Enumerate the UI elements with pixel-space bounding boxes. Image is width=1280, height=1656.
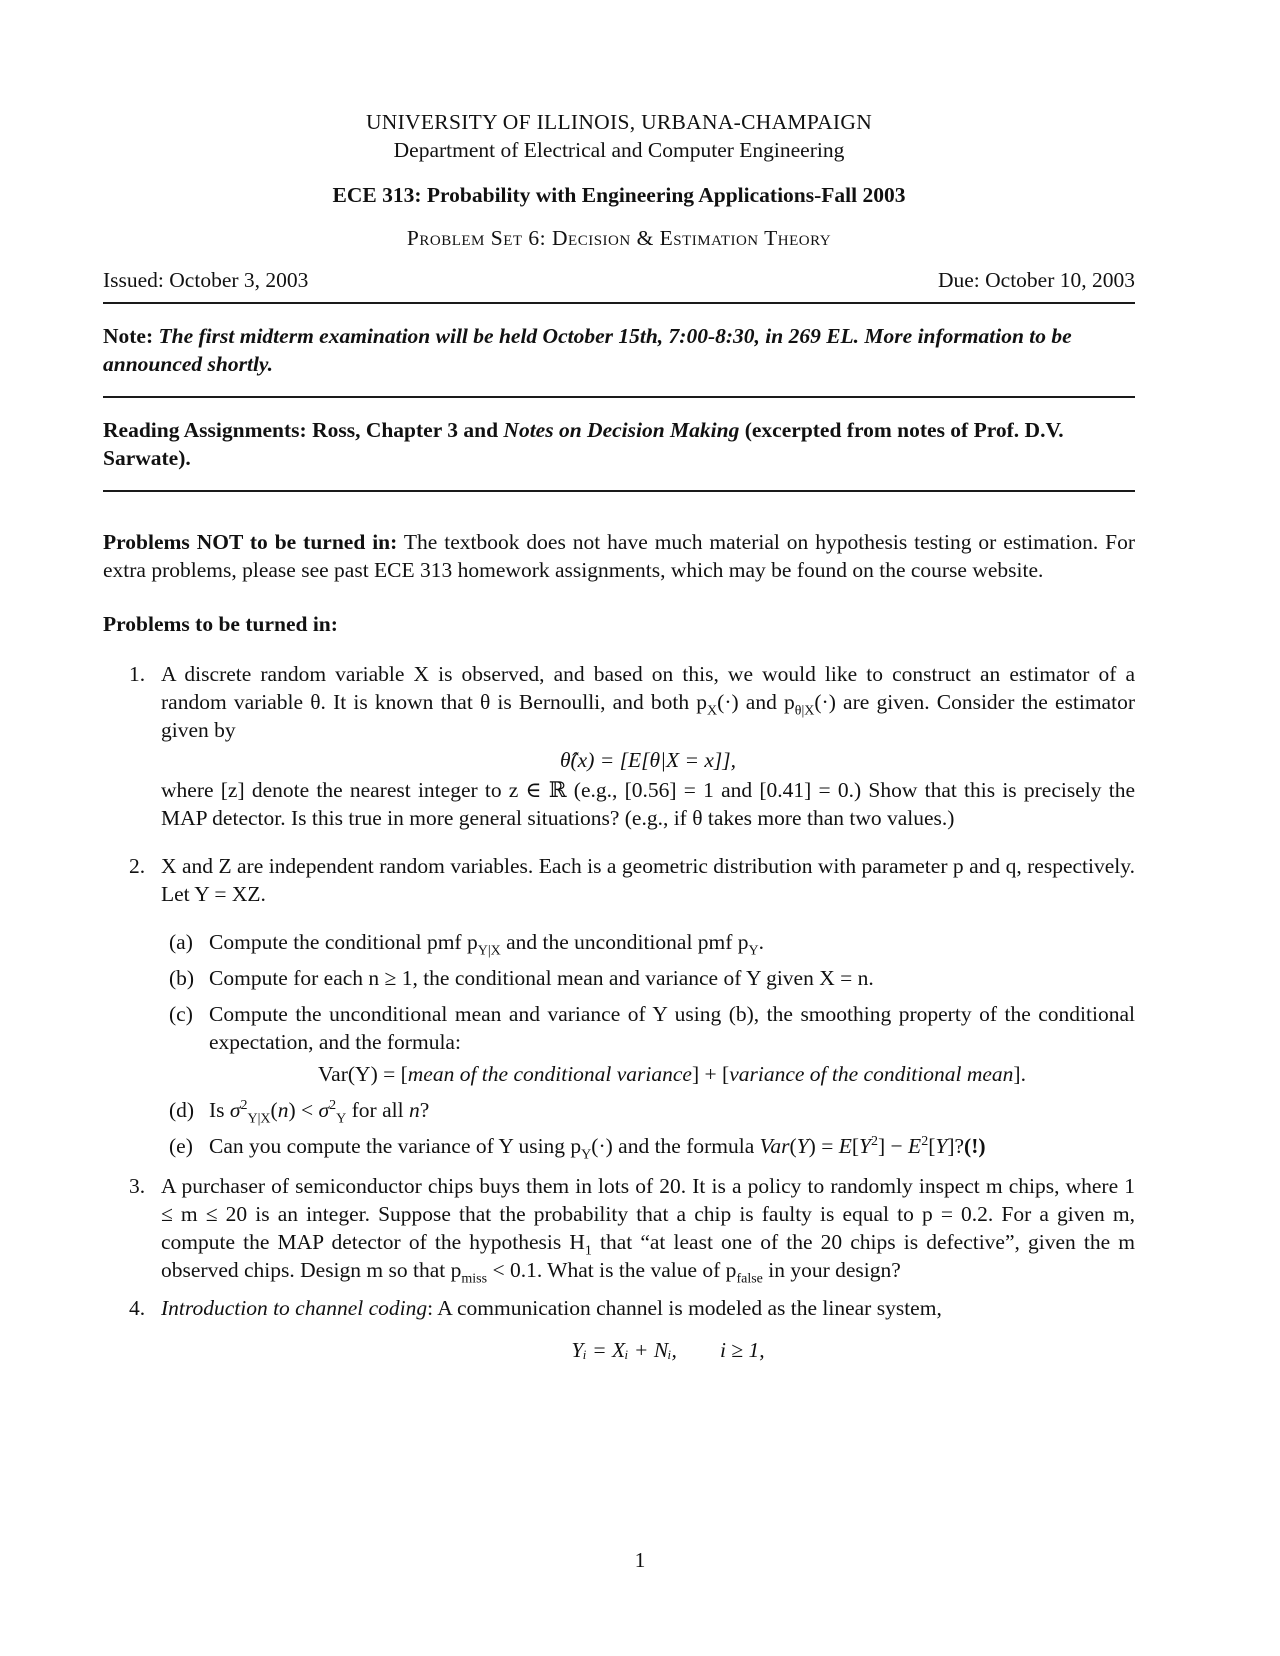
part-b: (b) Compute for each n ≥ 1, the conditional mean and variance of Y given X = n. — [169, 966, 874, 990]
issued-date: Issued: October 3, 2003 — [103, 268, 309, 292]
reading-italic: Notes on Decision Making — [503, 418, 740, 442]
university-name: UNIVERSITY OF ILLINOIS, URBANA-CHAMPAIGN — [365, 110, 873, 134]
reading-text-b: (excerpted from notes of Prof. D.V. Sarwate). — [103, 418, 1064, 470]
not-turned-in-block — [103, 528, 1135, 584]
not-turned-in-label: Problems NOT to be turned in: — [103, 530, 398, 554]
reading-block — [103, 416, 1135, 472]
department-name: Department of Electrical and Computer Engineering — [393, 138, 845, 162]
problem-1-equation: θ̂(x) = [E[θ|X = x]], — [559, 748, 737, 772]
date-row — [103, 266, 1135, 294]
problem-number: 4. — [129, 1296, 146, 1320]
page-number: 1 — [634, 1548, 646, 1572]
not-turned-in-text: The textbook does not have much material on hypothesis testing or estimation. For extra problems, please see past ECE 313 homework assignments, which may be found on the course website. — [103, 530, 1136, 582]
problem-number: 2. — [129, 854, 146, 878]
divider — [103, 302, 1135, 304]
part-d: (d) Is $\sigma^2_{Y|X}(n) < \sigma^2_Y$ for all n? — [169, 1097, 430, 1127]
document-page — [103, 108, 1135, 1364]
problem-number: 1. — [129, 662, 146, 686]
problem-1 — [103, 660, 1135, 832]
problem-1-intro: A discrete random variable X is observed, and based on this, we would like to construct an estimator of a random variable θ. It is known that θ is Bernoulli, and both $p_X(\cdot)$ and $p_{\theta|X}(\cdot)$ are given. Consider the estimator given by — [161, 662, 1135, 742]
divider — [103, 396, 1135, 398]
course-title: ECE 313: Probability with Engineering Applications-Fall 2003 — [332, 183, 906, 207]
reading-text-a: Ross, Chapter 3 and — [312, 418, 499, 442]
channel-equation: Yᵢ = Xᵢ + Nᵢ, i ≥ 1, — [571, 1338, 765, 1362]
problem-set-title: Problem Set 6: Decision & Estimation Theory — [406, 226, 832, 250]
turned-in-heading: Problems to be turned in: — [103, 612, 338, 636]
problem-2 — [103, 852, 1135, 1163]
problem-3-text: A purchaser of semiconductor chips buys them in lots of 20. It is a policy to randomly inspect m chips, where 1 ≤ m ≤ 20 is an integer. Suppose that the probability that a chip is faulty is equal to p = 0.2. For a given m, compute the MAP detector of the hypothesis $H_1$ that “at least one of the 20 chips is defective”, given the m observed chips. Design m so that $p_{miss} < 0.1$. What is the value of $p_{false}$ in your design? — [161, 1174, 1136, 1287]
note-text: The first midterm examination will be held October 15th, 7:00-8:30, in 269 EL. More information to be announced shortly. — [103, 324, 1072, 376]
problem-number: 3. — [129, 1174, 146, 1198]
problem-list — [103, 660, 1135, 1364]
problem-3 — [103, 1172, 1136, 1287]
problem-4-intro: Introduction to channel coding: A communication channel is modeled as the linear system, — [161, 1296, 942, 1320]
problem-1-after: where [z] denote the nearest integer to z ∈ ℝ (e.g., [0.56] = 1 and [0.41] = 0.) Show that this is precisely the MAP detector. Is this true in more general situations? (e.g., if θ takes more than two values.) — [161, 778, 1135, 830]
divider — [103, 490, 1135, 492]
problem-4 — [103, 1294, 1135, 1364]
part-e: (e) Can you compute the variance of Y using $p_Y(\cdot)$ and the formula $Var(Y) = E[Y^2]$ − $E^2[Y]?(!)$ — [169, 1133, 986, 1163]
note-block — [103, 322, 1135, 378]
due-date: Due: October 10, 2003 — [937, 268, 1135, 292]
reading-label: Reading Assignments: — [103, 418, 307, 442]
variance-formula: Var(Y) = [mean of the conditional variance] + [variance of the conditional mean]. — [318, 1062, 1026, 1086]
part-a: (a) Compute the conditional pmf $p_{Y|X}$ and the unconditional pmf $p_Y$. — [169, 930, 765, 959]
problem-2-parts — [161, 928, 1135, 1163]
note-label: Note: — [103, 324, 154, 348]
problem-2-intro: X and Z are independent random variables. Each is a geometric distribution with parameter p and q, respectively. Let Y = XZ. — [161, 854, 1135, 906]
part-c: (c) Compute the unconditional mean and variance of Y using (b), the smoothing property of the conditional expectation, and the formula: Var(Y) = [mean of the conditional variance] + [variance of the conditional mean]. — [169, 1002, 1135, 1086]
